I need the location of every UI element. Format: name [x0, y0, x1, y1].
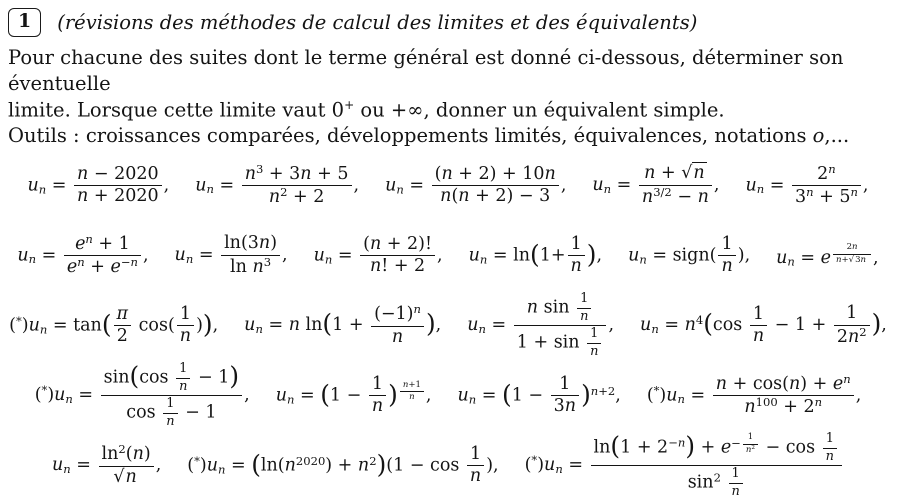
- formula: $u_n$ = $\frac{(n + 2) + 10n}{n(n + 2) - 3}$ ,: [385, 163, 567, 207]
- formula: $(^*)u_n$ = $\ln(1 + 2^{-n}) + e^{- \frac{1}{n^2}}$ − cos $\frac{1}{n}$ $\sin^2$ $\frac{1}{n}$: [525, 432, 844, 499]
- formula: $u_n$ = n sin $\frac{1}{n}$ 1 + sin $\frac{1}{n}$ ,: [467, 291, 615, 359]
- formula: $u_n$ = $\frac{(n + 2)!}{n! + 2}$ ,: [313, 233, 443, 277]
- statement-line-2-text: limite. Lorsque cette limite vaut 0: [8, 98, 345, 122]
- exercise-header: [8, 8, 888, 37]
- formula: $u_n$ = $\frac{\ln^2(n)}{√n}$ ,: [52, 442, 162, 487]
- statement-line-1: Pour chacune des suites dont le terme général est donné ci-dessous, déterminer son éventuelle: [8, 45, 844, 95]
- little-o-notation: o: [812, 123, 825, 147]
- formula: $(^*)u_n$ = sin(cos $\frac{1}{n}$ − 1) cos $\frac{1}{n}$ − 1 ,: [34, 361, 250, 429]
- exercise-statement: [8, 45, 888, 149]
- formula-row-3: [8, 291, 888, 361]
- statement-line-3-rest: ,...: [824, 123, 850, 147]
- formula: $u_n$ = sign( $\frac{1}{n}$ ),: [628, 233, 751, 277]
- formula: $u_n = n^4(\cos$ $\frac{1}{n}$ − 1 + $\frac{1}{2n^2}$ ),: [640, 303, 887, 347]
- exercise-title: (révisions des méthodes de calcul des limites et des équivalents): [57, 10, 698, 34]
- formula: $u_n = \ln(1+$ $\frac{1}{n}$ ),: [468, 233, 603, 277]
- zero-plus-superscript: +: [344, 97, 355, 112]
- exercise-number-box: 1: [8, 8, 41, 37]
- formula: $u_n$ = $\frac{n^3 + 3n + 5}{n^2 + 2}$ ,: [195, 162, 360, 208]
- formula: $u_n$ = $\frac{\ln(3n)}{\ln n^3}$ ,: [174, 233, 288, 277]
- formula: $u_n = (1$ − $\frac{1}{3n}$ )$^{n+2}$,: [457, 373, 621, 417]
- formula-row-2: [8, 221, 888, 291]
- formula: $(^*)u_n$ = $\frac{n + \cos(n) + e^n}{n^{100} + 2^n}$ ,: [646, 372, 862, 418]
- formula-row-4: [8, 361, 888, 431]
- formula: $u_n$ = $\frac{n + √n}{n^{3/2} - n}$ ,: [592, 163, 720, 207]
- formula: $u_n$ = $\frac{e^n + 1}{e^n + e^{-n}}$ ,: [17, 232, 149, 278]
- statement-line-2-rest: ou +∞, donner un équivalent simple.: [354, 98, 725, 122]
- formula: $(^*)u_n = \tan$( $\frac{\pi}{2}$ cos( $\frac{1}{n}$ )),: [9, 303, 219, 347]
- formula: $u_n$ = $\frac{n - 2020}{n + 2020}$ ,: [27, 163, 170, 207]
- formula-grid: [8, 151, 888, 501]
- formula-row-1: [8, 151, 888, 221]
- statement-line-3: [8, 123, 888, 149]
- formula-row-5: [8, 431, 888, 501]
- statement-line-2: [8, 97, 888, 123]
- formula: $(^*)u_n = (\ln(n^{2020}) + n^2)(1 - \cos$ $\frac{1}{n}$ ),: [187, 443, 499, 487]
- formula: $u_n = n$ ln(1 + $\frac{(-1)^n}{n}$ ),: [244, 302, 442, 347]
- formula: $u_n = (1$ − $\frac{1}{n}$ ) $^{\frac{n+1}{n}}$ ,: [275, 373, 432, 417]
- statement-line-3-text: Outils : croissances comparées, développements limités, équivalences, notations: [8, 123, 813, 147]
- formula: $u_n$ = $\frac{2^n}{3^n + 5^n}$ ,: [745, 162, 869, 208]
- formula: $u_n = e$ $^{\frac{2n}{n+√3n}}$ ,: [776, 242, 879, 269]
